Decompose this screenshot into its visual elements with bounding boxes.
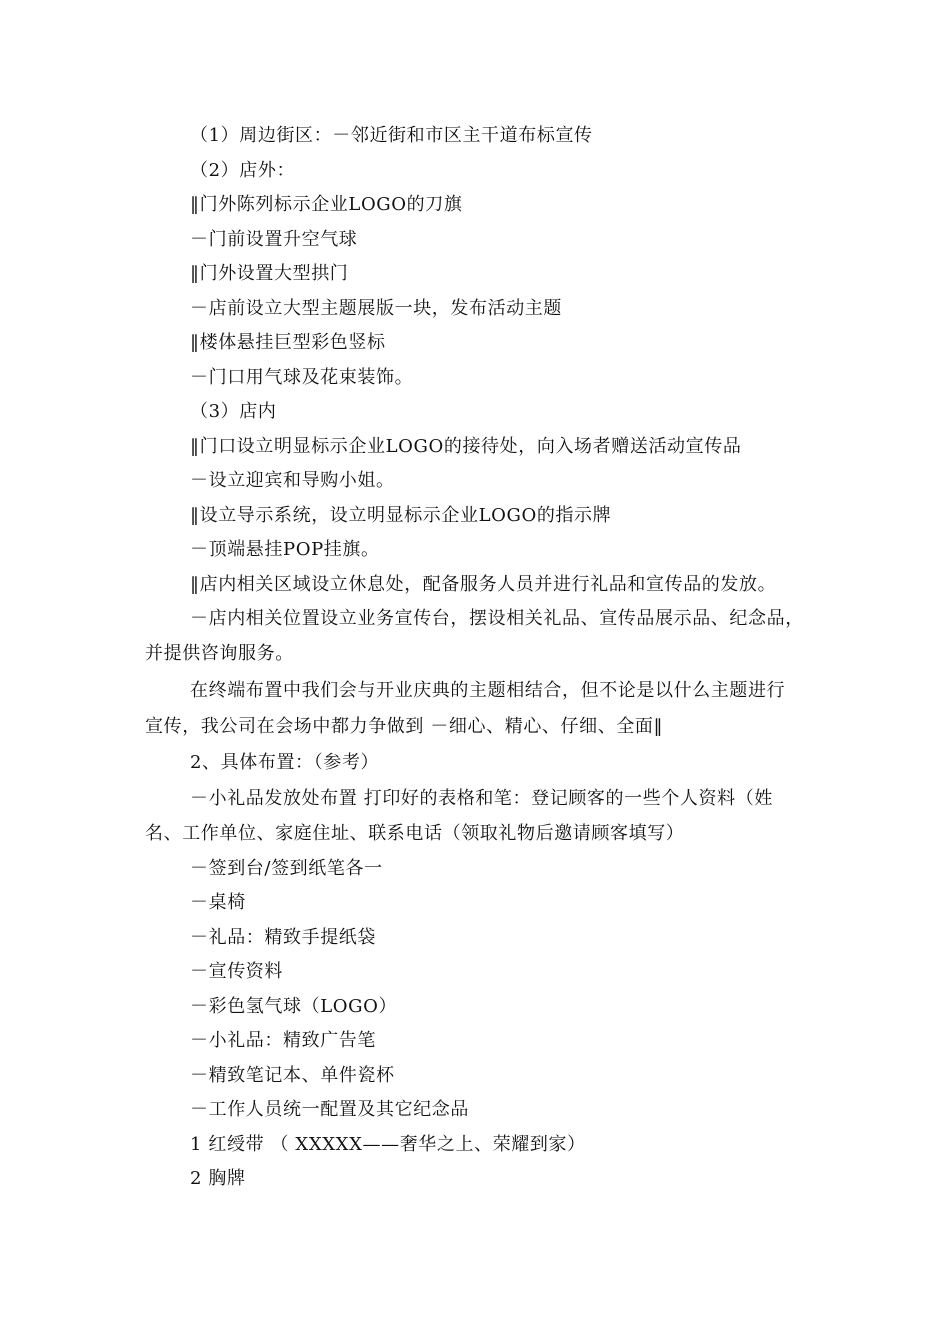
text-line: ‖楼体悬挂巨型彩色竖标 [190,332,386,353]
text-line: －彩色氢气球（LOGO） [190,996,398,1017]
text-line: －门口用气球及花束装饰。 [190,367,414,388]
text-line: 名、工作单位、家庭住址、联系电话（领取礼物后邀请顾客填写） [145,823,685,844]
text-line: 2、具体布置：（参考） [190,752,380,773]
text-line: －工作人员统一配置及其它纪念品 [190,1099,469,1120]
text-line: －店前设立大型主题展版一块，发布活动主题 [190,298,562,319]
text-line: －设立迎宾和导购小姐。 [190,470,395,491]
text-line: 1 红绶带 （ XXXXX——奢华之上、荣耀到家） [190,1134,586,1155]
text-line: －顶端悬挂POP挂旗。 [190,539,380,560]
text-line: ‖店内相关区域设立休息处，配备服务人员并进行礼品和宣传品的发放。 [190,574,777,595]
text-line: －小礼品：精致广告笔 [190,1030,376,1051]
text-line: －签到台/签到纸笔各一 [190,858,383,879]
text-line: （2）店外： [190,160,296,181]
text-line: ‖门外设置大型拱门 [190,263,349,284]
text-line: ‖门口设立明显标示企业LOGO的接待处，向入场者赠送活动宣传品 [190,436,742,457]
text-line: 并提供咨询服务。 [145,643,294,664]
text-line: 宣传，我公司在会场中都力争做到 －细心、精心、仔细、全面‖ [145,716,664,737]
text-line: －宣传资料 [190,961,283,982]
text-line: 在终端布置中我们会与开业庆典的主题相结合，但不论是以什么主题进行 [190,680,786,701]
text-line: －精致笔记本、单件瓷杯 [190,1065,395,1086]
text-line: （3）店内 [190,401,277,422]
text-line: ‖设立导示系统，设立明显标示企业LOGO的指示牌 [190,505,612,526]
text-line: －小礼品发放处布置 打印好的表格和笔：登记顾客的一些个人资料（姓 [190,788,773,809]
text-line: －礼品：精致手提纸袋 [190,927,376,948]
text-line: 2 胸牌 [190,1168,246,1189]
text-line: ‖门外陈列标示企业LOGO的刀旗 [190,194,463,215]
text-line: －店内相关位置设立业务宣传台，摆设相关礼品、宣传品展示品、纪念品， [190,608,804,629]
text-line: （1）周边街区：－邻近街和市区主干道布标宣传 [190,125,593,146]
text-line: －桌椅 [190,892,246,913]
text-line: －门前设置升空气球 [190,229,358,250]
